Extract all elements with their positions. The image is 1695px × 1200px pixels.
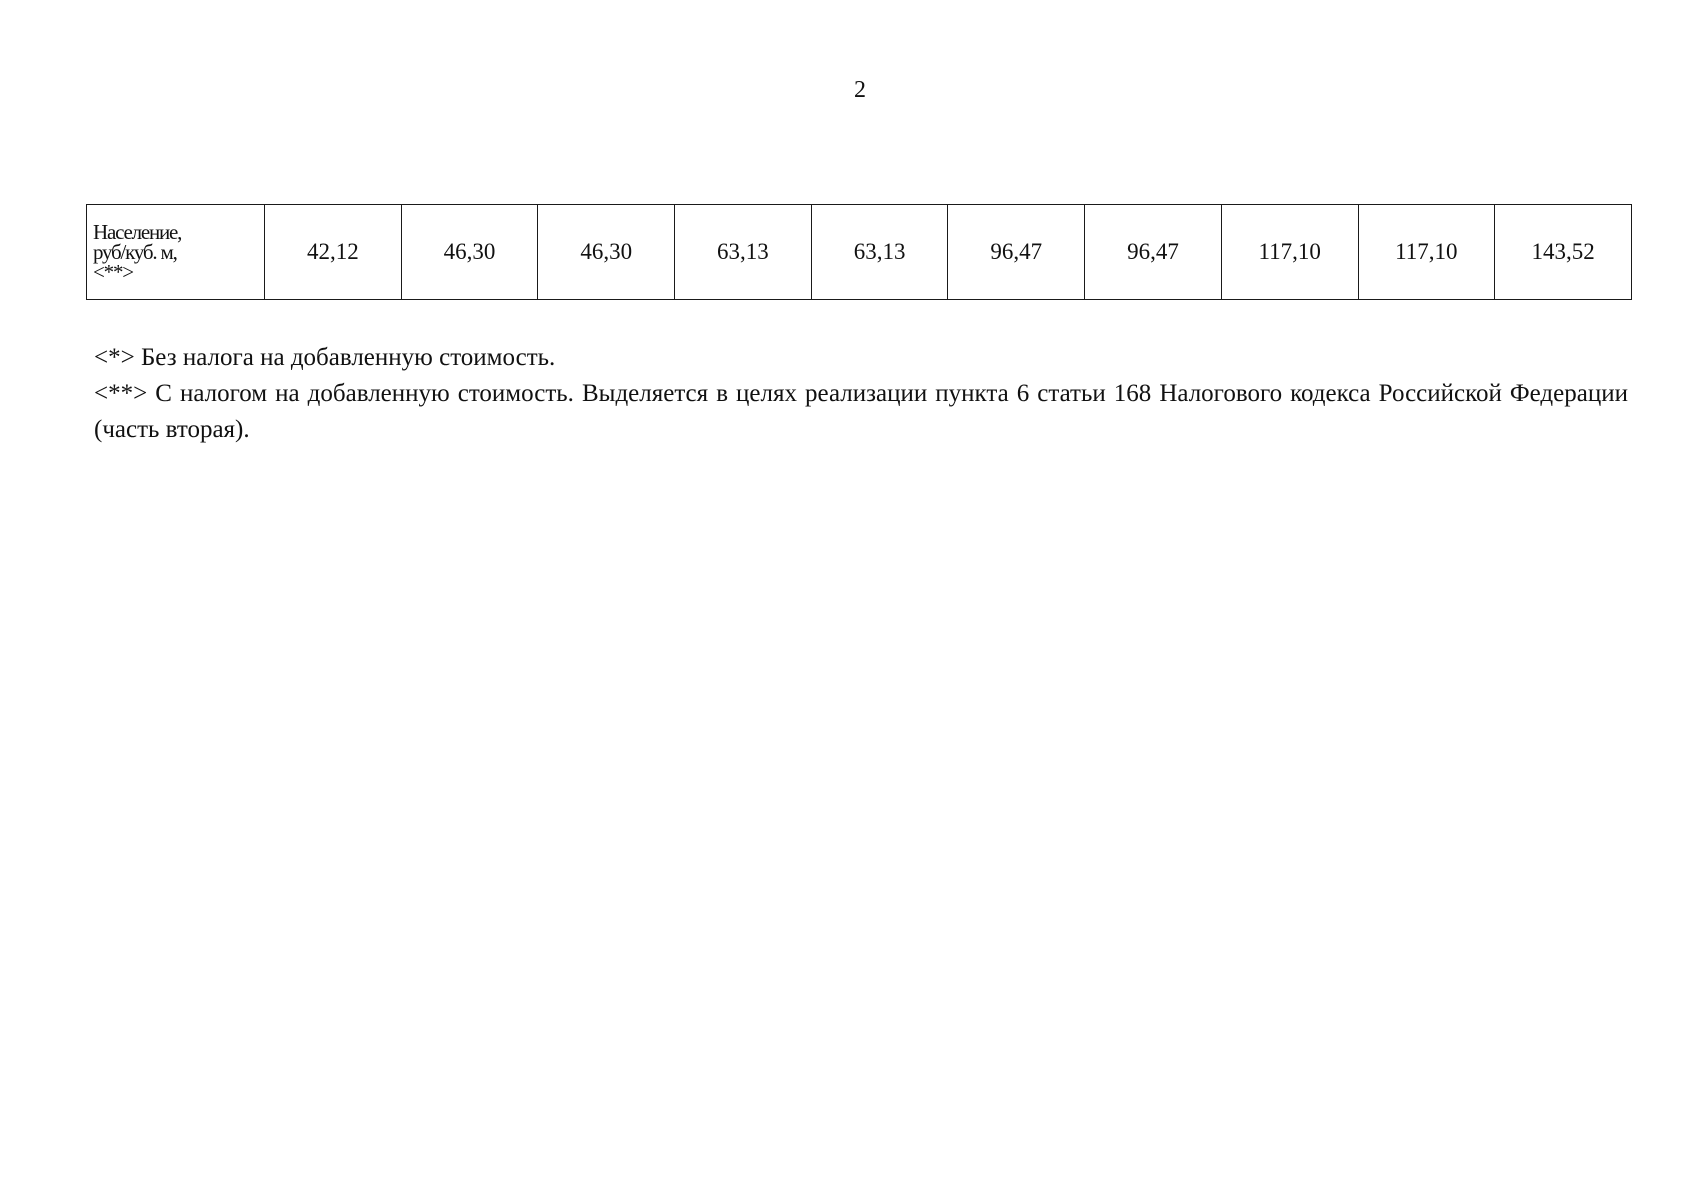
table-cell: 46,30 [538, 205, 675, 300]
table-cell: 63,13 [811, 205, 948, 300]
table-row [87, 205, 1632, 300]
footnote-vat-excluded: <*> Без налога на добавленную стоимость. [94, 344, 556, 371]
row-label-cell [87, 205, 265, 300]
table-cell: 46,30 [401, 205, 538, 300]
row-label-line: руб/куб. м, [93, 240, 177, 264]
table-cell: 42,12 [265, 205, 402, 300]
table-cell: 117,10 [1358, 205, 1495, 300]
table-cell: 143,52 [1495, 205, 1632, 300]
table-cell: 96,47 [948, 205, 1085, 300]
table-cell: 117,10 [1221, 205, 1358, 300]
footnotes [94, 340, 1628, 448]
row-label-line: Население, [93, 220, 182, 244]
table-cell: 63,13 [675, 205, 812, 300]
tariff-table [86, 204, 1632, 300]
page-number: 2 [854, 77, 866, 103]
row-label-line: <**> [93, 260, 133, 284]
footnote-vat-included: <**> С налогом на добавленную стоимость. Выделяется в целях реализации пункта 6 статьи 168 Налогового кодекса Российской Федерации (часть вторая). [94, 380, 1628, 443]
table-cell: 96,47 [1085, 205, 1222, 300]
